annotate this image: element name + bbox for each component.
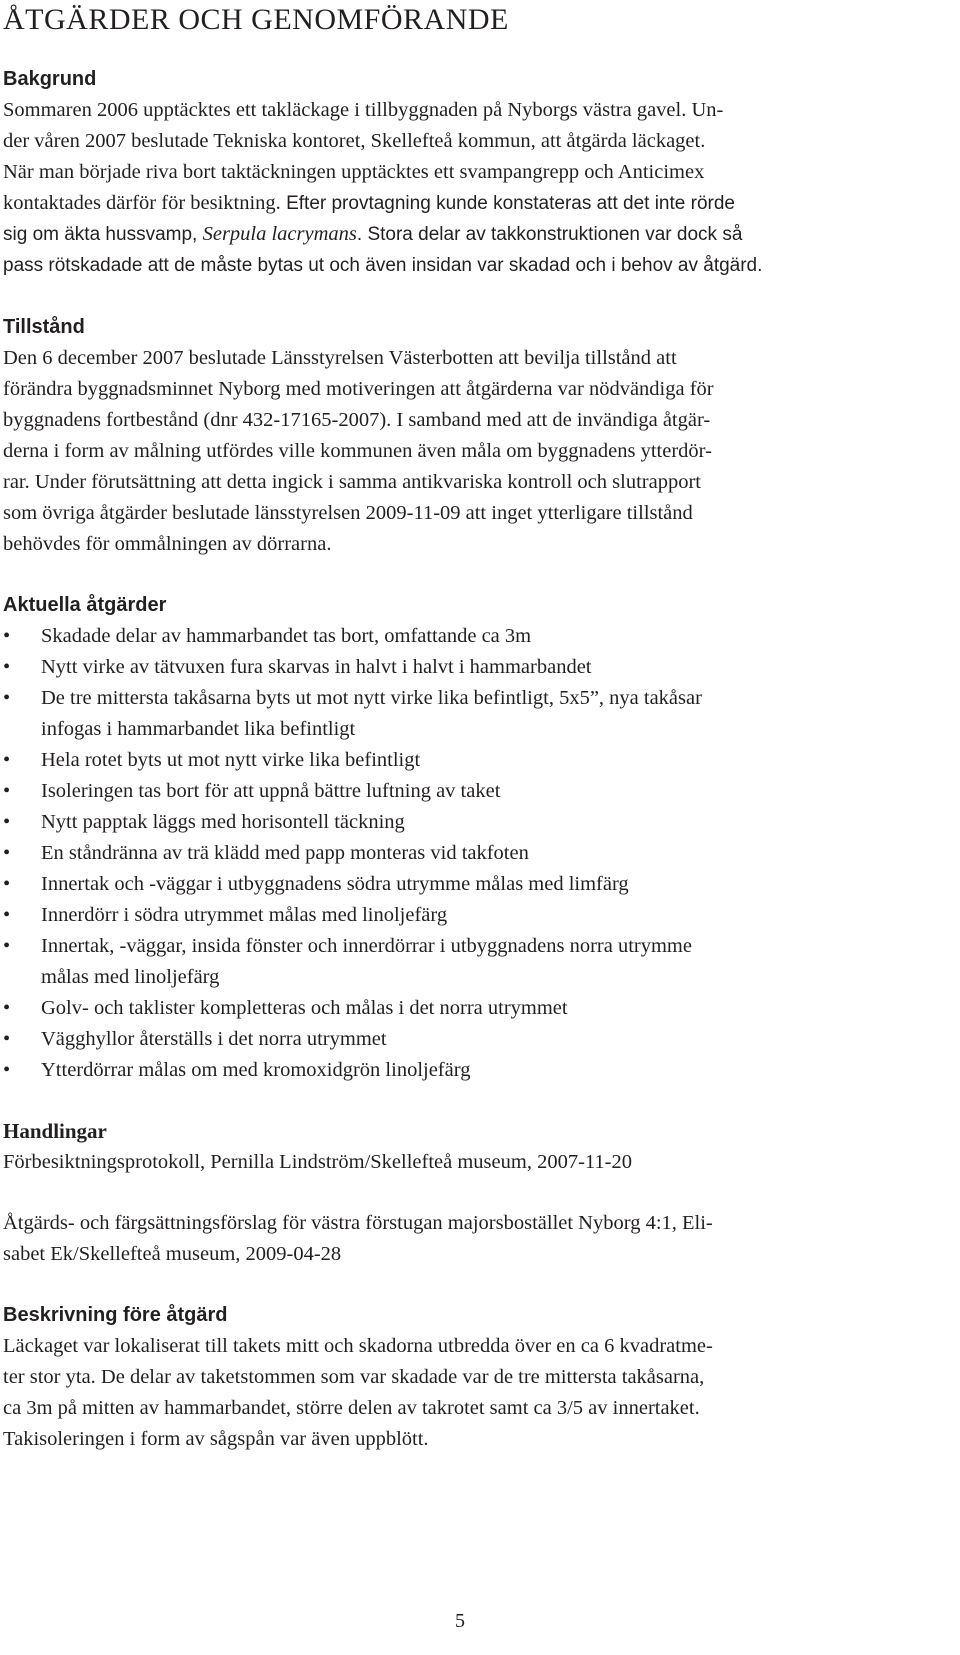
list-item xyxy=(3,1024,915,1055)
list-item-text xyxy=(41,621,915,652)
heading-aktuella-atgarder: Aktuella åtgärder xyxy=(3,594,167,616)
list-item-text xyxy=(41,683,915,745)
paragraph-line xyxy=(3,250,915,281)
section-tillstand xyxy=(3,312,915,560)
species-name: Serpula lacrymans xyxy=(202,223,357,245)
paragraph-line xyxy=(3,219,915,250)
list-item-text xyxy=(41,652,915,683)
bullet-icon: • xyxy=(3,904,11,926)
paragraph-line: ca 3m på mitten av hammarbandet, större delen av takrotet samt ca 3/5 av innertaket. xyxy=(3,1397,700,1419)
text-fragment-sans: sig om äkta hussvamp, xyxy=(3,224,203,245)
paragraph-line: När man började riva bort taktäckningen upptäcktes ett svampangrepp och Anticimex xyxy=(3,161,705,183)
list-item-text xyxy=(41,1055,915,1086)
list-item xyxy=(3,807,915,838)
list-item xyxy=(3,1055,915,1086)
bullet-icon: • xyxy=(3,625,11,647)
list-item-line: Skadade delar av hammarbandet tas bort, omfattande ca 3m xyxy=(41,625,532,647)
bullet-icon: • xyxy=(3,935,11,957)
document-reference-line: sabet Ek/Skellefteå museum, 2009-04-28 xyxy=(3,1243,342,1265)
paragraph-line: derna i form av målning utfördes ville kommunen även måla om byggnadens ytterdör- xyxy=(3,440,712,462)
section-bakgrund xyxy=(3,64,915,281)
list-item xyxy=(3,683,915,745)
paragraph-line: behövdes för ommålningen av dörrarna. xyxy=(3,533,332,555)
list-item-line: De tre mittersta takåsarna byts ut mot nytt virke lika befintligt, 5x5”, nya takåsar xyxy=(41,687,702,709)
paragraph-line: rar. Under förutsättning att detta ingick i samma antikvariska kontroll och slutrapport xyxy=(3,471,701,493)
bullet-icon: • xyxy=(3,749,11,771)
list-item-line: Nytt papptak läggs med horisontell täckning xyxy=(41,811,405,833)
heading-tillstand: Tillstånd xyxy=(3,316,85,338)
document-reference-line: Åtgärds- och färgsättningsförslag för västra förstugan majorsbostället Nyborg 4:1, Eli- xyxy=(3,1212,713,1234)
list-item xyxy=(3,900,915,931)
list-item-line: En ståndränna av trä klädd med papp monteras vid takfoten xyxy=(41,842,529,864)
paragraph-line: Läckaget var lokaliserat till takets mitt och skadorna utbredda över en ca 6 kvadratme- xyxy=(3,1335,713,1357)
list-item xyxy=(3,621,915,652)
bullet-icon: • xyxy=(3,873,11,895)
list-item-line: Innertak och -väggar i utbyggnadens södra utrymme målas med limfärg xyxy=(41,873,629,895)
paragraph-line: som övriga åtgärder beslutade länsstyrelsen 2009-11-09 att inget ytterligare tillstånd xyxy=(3,502,693,524)
heading-bakgrund: Bakgrund xyxy=(3,68,97,90)
paragraph-line: förändra byggnadsminnet Nyborg med motiveringen att åtgärderna var nödvändiga för xyxy=(3,378,714,400)
list-item-line: Isoleringen tas bort för att uppnå bättre luftning av taket xyxy=(41,780,501,802)
list-item-line: Ytterdörrar målas om med kromoxidgrön linoljefärg xyxy=(41,1059,471,1081)
list-item-line: Golv- och taklister kompletteras och målas i det norra utrymmet xyxy=(41,997,568,1019)
list-item-line: Vägghyllor återställs i det norra utrymmet xyxy=(41,1028,387,1050)
paragraph-line: Sommaren 2006 upptäcktes ett takläckage i tillbyggnaden på Nyborgs västra gavel. Un- xyxy=(3,99,724,121)
heading-handlingar: Handlingar xyxy=(3,1119,107,1143)
list-item-text xyxy=(41,745,915,776)
paragraph-line: der våren 2007 beslutade Tekniska kontoret, Skellefteå kommun, att åtgärda läckaget. xyxy=(3,130,706,152)
document-reference: Förbesiktningsprotokoll, Pernilla Lindström/Skellefteå museum, 2007-11-20 xyxy=(3,1151,632,1173)
bullet-icon: • xyxy=(3,656,11,678)
section-aktuella-atgarder xyxy=(3,590,915,1086)
paragraph-line: Den 6 december 2007 beslutade Länsstyrelsen Västerbotten att bevilja tillstånd att xyxy=(3,347,677,369)
list-item-text xyxy=(41,993,915,1024)
text-fragment: kontaktades därför för besiktning. xyxy=(3,192,281,214)
page-number: 5 xyxy=(455,1610,465,1632)
list-item-text xyxy=(41,838,915,869)
paragraph-line: ter stor yta. De delar av taketstommen som var skadade var de tre mittersta takåsarna, xyxy=(3,1366,705,1388)
bullet-icon: • xyxy=(3,780,11,802)
list-item-text xyxy=(41,900,915,931)
list-item-text xyxy=(41,807,915,838)
bullet-icon: • xyxy=(3,1028,11,1050)
bullet-icon: • xyxy=(3,687,11,709)
list-item xyxy=(3,993,915,1024)
text-fragment-sans: Efter provtagning kunde konstateras att det inte rörde xyxy=(280,193,735,214)
list-item-line: Nytt virke av tätvuxen fura skarvas in halvt i halvt i hammarbandet xyxy=(41,656,592,678)
bullet-icon: • xyxy=(3,997,11,1019)
measures-list xyxy=(3,621,915,1086)
list-item-text xyxy=(41,931,915,993)
paragraph-line: Takisoleringen i form av sågspån var även uppblött. xyxy=(3,1428,429,1450)
list-item xyxy=(3,745,915,776)
list-item xyxy=(3,652,915,683)
list-item-text xyxy=(41,869,915,900)
section-beskrivning xyxy=(3,1300,915,1455)
section-handlingar-entry2 xyxy=(3,1208,915,1270)
bullet-icon: • xyxy=(3,842,11,864)
list-item xyxy=(3,838,915,869)
list-item-line: Hela rotet byts ut mot nytt virke lika befintligt xyxy=(41,749,421,771)
paragraph-line: byggnadens fortbestånd (dnr 432-17165-2007). I samband med att de invändiga åtgär- xyxy=(3,409,711,431)
list-item-line: infogas i hammarbandet lika befintligt xyxy=(41,718,356,740)
list-item-line: Innerdörr i södra utrymmet målas med linoljefärg xyxy=(41,904,448,926)
bullet-icon: • xyxy=(3,1059,11,1081)
list-item-text xyxy=(41,776,915,807)
paragraph-line xyxy=(3,188,915,219)
heading-beskrivning: Beskrivning före åtgärd xyxy=(3,1304,228,1326)
list-item-line: Innertak, -väggar, insida fönster och innerdörrar i utbyggnadens norra utrymme xyxy=(41,935,692,957)
text-fragment-sans: . Stora delar av takkonstruktionen var dock så xyxy=(356,224,743,245)
page-title: ÅTGÄRDER OCH GENOMFÖRANDE xyxy=(3,3,509,36)
bullet-icon: • xyxy=(3,811,11,833)
text-fragment-sans: pass rötskadade att de måste bytas ut och även insidan var skadad och i behov av åtgärd. xyxy=(3,255,763,276)
list-item xyxy=(3,869,915,900)
list-item xyxy=(3,776,915,807)
list-item xyxy=(3,931,915,993)
section-handlingar xyxy=(3,1116,915,1178)
list-item-text xyxy=(41,1024,915,1055)
list-item-line: målas med linoljefärg xyxy=(41,966,220,988)
